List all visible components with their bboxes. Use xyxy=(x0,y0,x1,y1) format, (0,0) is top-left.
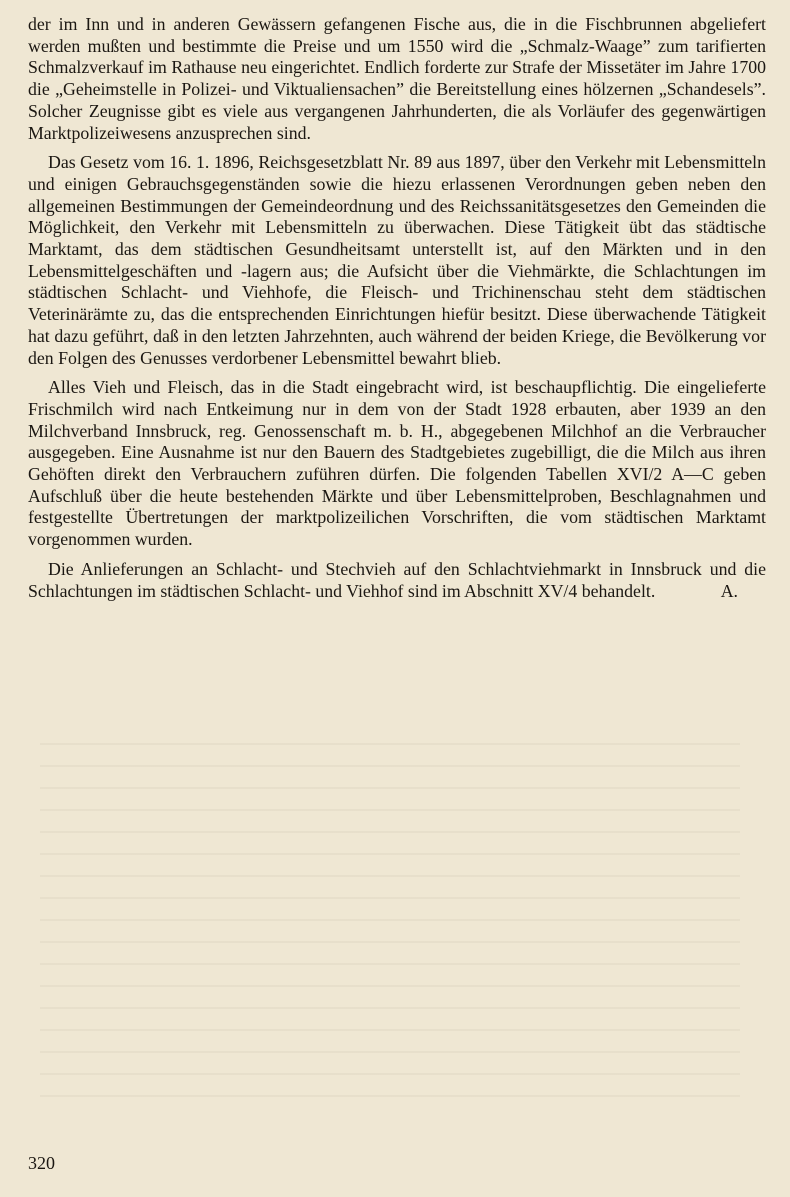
paragraph-3: Alles Vieh und Fleisch, das in die Stadt eingebracht wird, ist beschaupflichtig. Die eingelieferte Frischmilch wird nach Entkeimung nur in dem von der Stadt 1928 erbauten, aber 1939 an den Milchverband Innsbruck, reg. Genossenschaft m. b. H., abgegebenen Milchhof an die Verbraucher ausgegeben. Eine Ausnahme ist nur den Bauern des Stadtgebietes zugebilligt, die die Milch aus ihren Gehöften direkt den Verbrauchern zuführen dürfen. Die folgenden Tabellen XVI/2 A—C geben Aufschluß über die heute bestehenden Märkte und über Lebensmittelproben, Beschlagnahmen und festgestellte Übertretungen der marktpolizeilichen Vorschriften, die vom städtischen Marktamt vorgenommen wurden. xyxy=(28,377,766,550)
paragraph-1: der im Inn und in anderen Gewässern gefangenen Fische aus, die in die Fischbrunnen abgeliefert werden mußten und bestimmte die Preise und um 1550 wird die „Schmalz-Waage” zum tarifierten Schmalzverkauf im Rathause neu eingerichtet. Endlich forderte zur Strafe der Missetäter im Jahre 1700 die „Geheimstelle in Polizei- und Viktualiensachen” die Bereitstellung eines hölzernen „Schandesels”. Solcher Zeugnisse gibt es viele aus vergangenen Jahrhunderten, die als Vorläufer des gegenwärtigen Marktpolizeiwesens anzusprechen sind. xyxy=(28,14,766,143)
show-through-texture xyxy=(40,735,740,1115)
paragraph-4 xyxy=(28,559,766,602)
paragraph-2: Das Gesetz vom 16. 1. 1896, Reichsgesetzblatt Nr. 89 aus 1897, über den Verkehr mit Lebensmitteln und einigen Gebrauchsgegenständen sowie die hiezu erlassenen Verordnungen geben neben den allgemeinen Bestimmungen der Gemeindeordnung und des Reichssanitätsgesetzes den Gemeinden die Möglichkeit, den Verkehr mit Lebensmitteln zu überwachen. Diese Tätigkeit übt das städtische Marktamt, das dem städtischen Gesundheitsamt unterstellt ist, auf den Märkten und in den Lebensmittelgeschäften und -lagern aus; die Aufsicht über die Viehmärkte, die Schlachtungen im städtischen Schlacht- und Viehhofe, die Fleisch- und Trichinenschau steht dem städtischen Veterinärämte zu, das die entsprechenden Einrichtungen hiefür besitzt. Diese überwachende Tätigkeit hat dazu geführt, daß in den letzten Jahrzehnten, auch während der beiden Kriege, die Bevölkerung vor den Folgen des Genusses verdorbener Lebensmittel bewahrt blieb. xyxy=(28,152,766,368)
text-column xyxy=(28,14,766,610)
paragraph-4-text: Die Anlieferungen an Schlacht- und Stechvieh auf den Schlachtviehmarkt in Innsbruck und die Schlachtungen im städtischen Schlacht- und Viehhof sind im Abschnitt XV/4 behandelt. xyxy=(28,558,766,601)
author-signature: A. xyxy=(720,580,738,601)
page-number: 320 xyxy=(28,1153,55,1173)
